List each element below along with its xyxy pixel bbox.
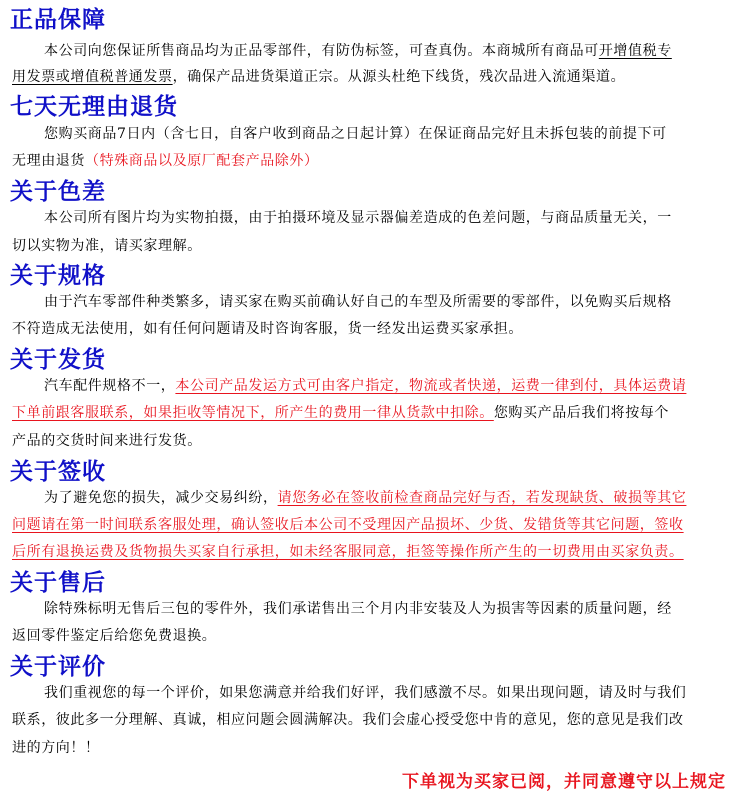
aftersale-line-1 bbox=[44, 596, 746, 622]
shipping-text-3: 产品的交货时间来进行发货。 bbox=[12, 433, 202, 449]
color-text-2: 切以实物为准，请买家理解。 bbox=[12, 238, 202, 254]
footer-agreement: 下单视为买家已阅，并同意遵守以上规定 bbox=[402, 772, 726, 792]
heading-review: 关于评价 bbox=[10, 654, 106, 680]
color-text-1: 本公司所有图片均为实物拍摄，由于拍摄环境及显示器偏差造成的色差问题，与商品质量无关，一 bbox=[44, 210, 672, 226]
aftersale-text-1: 除特殊标明无售后三包的零件外，我们承诺售出三个月内非安装及人为损害等因素的质量问题，经 bbox=[44, 601, 672, 617]
receipt-line-3 bbox=[12, 539, 746, 565]
spec-line-2 bbox=[12, 316, 746, 342]
receipt-notice-3: 后所有退换运费及货物损失买家自行承担，如未经客服同意，拒签等操作所产生的一切费用由买家负责。 bbox=[12, 544, 684, 560]
review-line-1 bbox=[44, 680, 746, 706]
shipping-notice-1: 本公司产品发运方式可由客户指定，物流或者快递，运费一律到付，具体运费请 bbox=[175, 378, 687, 394]
spec-line-1 bbox=[44, 289, 746, 315]
returns-text-2: 无理由退货 bbox=[12, 153, 85, 169]
heading-color: 关于色差 bbox=[10, 179, 106, 205]
aftersale-text-2: 返回零件鉴定后给您免费退换。 bbox=[12, 628, 217, 644]
shipping-notice-2: 下单前跟客服联系，如果拒收等情况下，所产生的费用一律从货款中扣除。 bbox=[12, 405, 494, 421]
returns-line-2 bbox=[12, 148, 746, 174]
guarantee-text-1: 本公司向您保证所售商品均为正品零部件，有防伪标签，可查真伪。本商城所有商品可 bbox=[44, 43, 599, 59]
heading-spec: 关于规格 bbox=[10, 263, 106, 289]
review-line-2 bbox=[12, 707, 746, 733]
returns-text-1: 您购买商品7日内（含七日，自客户收到商品之日起计算）在保证商品完好且未拆包装的前提下可 bbox=[44, 126, 667, 142]
receipt-line-1 bbox=[44, 485, 746, 511]
review-text-3: 进的方向！！ bbox=[12, 740, 100, 756]
guarantee-text-2: ，确保产品进货渠道正宗。从源头杜绝下线货，残次品进入流通渠道。 bbox=[172, 69, 626, 85]
shipping-text-1: 汽车配件规格不一， bbox=[44, 378, 176, 394]
guarantee-line-2 bbox=[12, 64, 746, 90]
guarantee-invoice-1: 开增值税专 bbox=[598, 43, 672, 59]
heading-shipping: 关于发货 bbox=[10, 347, 106, 373]
guarantee-invoice-2: 用发票或增值税普通发票 bbox=[12, 69, 173, 85]
color-line-2 bbox=[12, 233, 746, 259]
aftersale-line-2 bbox=[12, 623, 746, 649]
receipt-line-2 bbox=[12, 512, 746, 538]
shipping-line-1 bbox=[44, 373, 746, 399]
review-text-1: 我们重视您的每一个评价，如果您满意并给我们好评，我们感激不尽。如果出现问题，请及时与我们 bbox=[44, 685, 687, 701]
spec-text-1: 由于汽车零部件种类繁多，请买家在购买前确认好自己的车型及所需要的零部件，以免购买后规格 bbox=[44, 294, 672, 310]
returns-exception: （特殊商品以及原厂配套产品除外） bbox=[85, 153, 319, 169]
shipping-line-3 bbox=[12, 428, 746, 454]
spec-text-2: 不符造成无法使用，如有任何问题请及时咨询客服，货一经发出运费买家承担。 bbox=[12, 321, 523, 337]
receipt-notice-1: 请您务必在签收前检查商品完好与否，若发现缺货、破损等其它 bbox=[277, 490, 687, 506]
heading-receipt: 关于签收 bbox=[10, 459, 106, 485]
guarantee-line-1 bbox=[44, 38, 746, 64]
returns-line-1 bbox=[44, 121, 746, 147]
review-text-2: 联系，彼此多一分理解、真诚，相应问题会圆满解决。我们会虚心授受您中肯的意见，您的意见是我们改 bbox=[12, 712, 684, 728]
receipt-notice-2: 问题请在第一时间联系客服处理，确认签收后本公司不受理因产品损坏、少货、发错货等其它问题，签收 bbox=[12, 517, 684, 533]
color-line-1 bbox=[44, 205, 746, 231]
shipping-line-2 bbox=[12, 400, 746, 426]
heading-aftersale: 关于售后 bbox=[10, 570, 106, 596]
shipping-text-2: 您购买产品后我们将按每个 bbox=[493, 405, 670, 421]
receipt-text-1: 为了避免您的损失，减少交易纠纷， bbox=[44, 490, 278, 506]
heading-returns: 七天无理由退货 bbox=[10, 94, 178, 120]
heading-guarantee: 正品保障 bbox=[10, 7, 106, 33]
review-line-3 bbox=[12, 735, 746, 761]
